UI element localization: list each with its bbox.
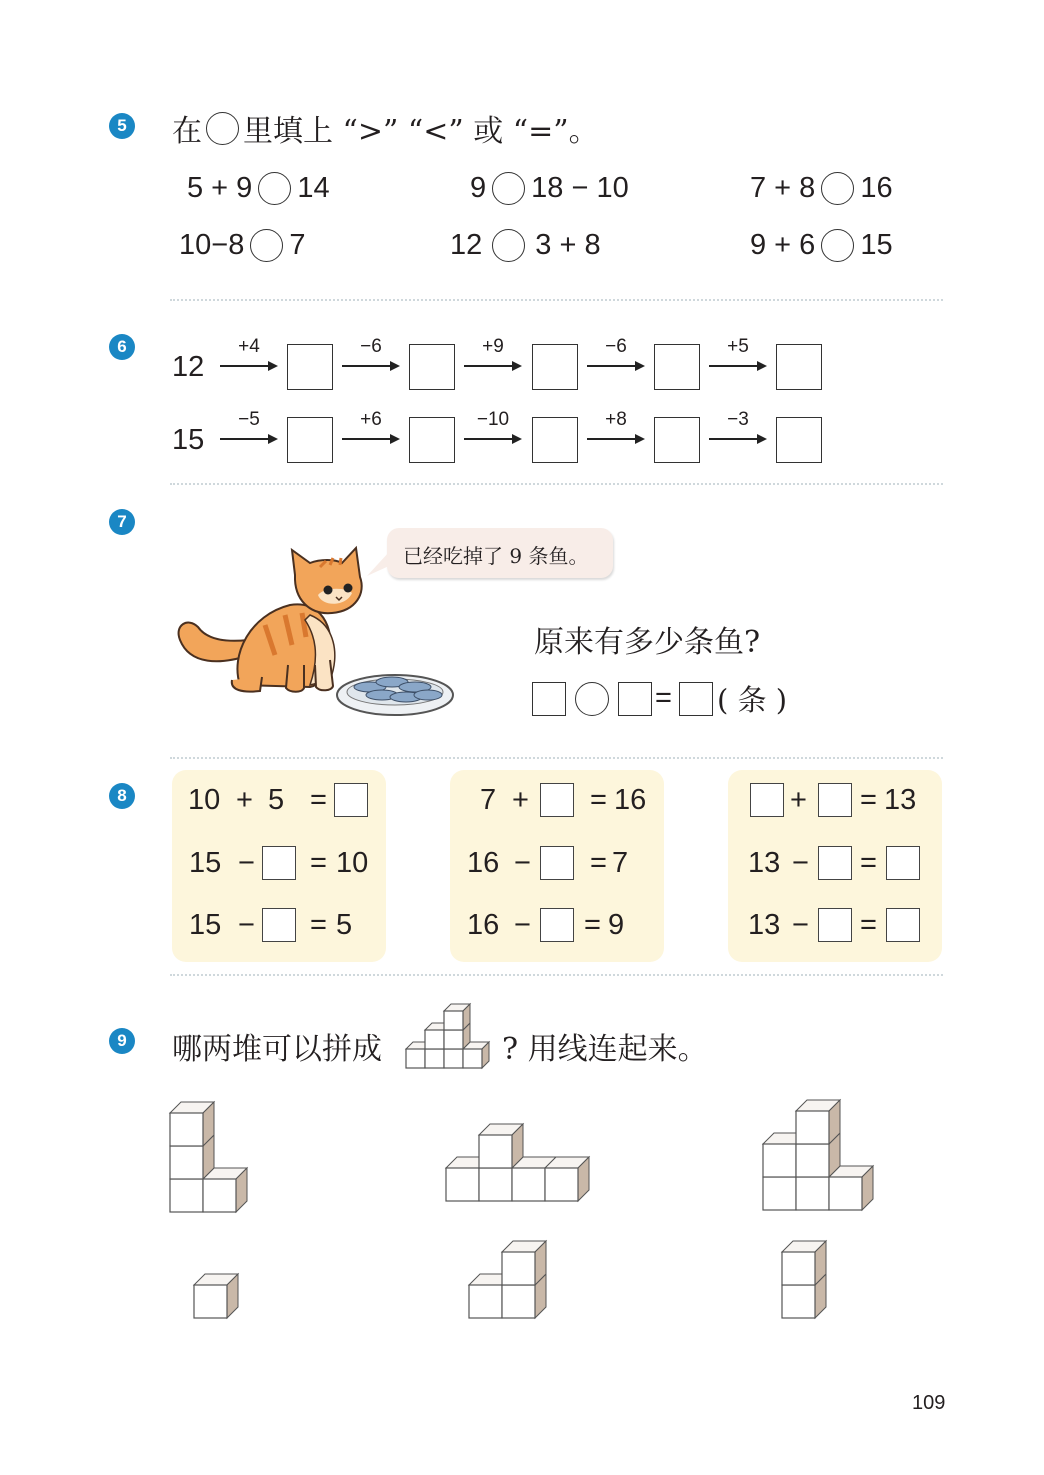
result: 9: [608, 909, 625, 941]
answer-box[interactable]: [540, 846, 574, 880]
equals-sign: =: [860, 784, 877, 816]
operand: 15: [189, 909, 222, 941]
q5-item: [750, 229, 893, 262]
compare-circle-icon: [206, 112, 239, 145]
cube: [170, 1179, 203, 1212]
equals-sign: =: [310, 847, 327, 879]
result: 5: [336, 909, 353, 941]
speech-text: 已经吃掉了 9 条鱼。: [403, 544, 589, 568]
cube: [796, 1177, 829, 1210]
operator: −: [238, 847, 255, 879]
arrow-op: [587, 336, 645, 372]
operator: −: [514, 909, 531, 941]
operator: +: [512, 784, 529, 816]
q5-right: 18 − 10: [531, 172, 629, 204]
arrow-op: [342, 409, 400, 445]
cube: [782, 1241, 826, 1285]
answer-box[interactable]: [532, 417, 578, 463]
arrow-op: [709, 336, 767, 372]
q7-equation: [532, 678, 787, 719]
q5-right: 14: [297, 172, 330, 204]
equals-sign: =: [584, 909, 601, 941]
answer-box[interactable]: [654, 344, 700, 390]
answer-box[interactable]: [776, 417, 822, 463]
answer-box[interactable]: [818, 908, 852, 942]
arrow-op-label: −10: [476, 409, 510, 430]
result: 16: [614, 784, 647, 816]
q5-left: 10−8: [179, 229, 245, 261]
operator: −: [792, 909, 809, 941]
result: 13: [884, 784, 917, 816]
answer-box[interactable]: [776, 344, 822, 390]
question-number-6: 6: [109, 334, 135, 360]
q5-left: 9: [470, 172, 487, 204]
answer-circle[interactable]: [258, 172, 291, 205]
arrow-op-label: +8: [605, 409, 627, 430]
q5-left: 12: [450, 229, 483, 261]
target-cube-stack-icon: [404, 998, 498, 1070]
cube: [463, 1042, 489, 1068]
q5-right: 7: [289, 229, 306, 261]
q5-instruction-post: 里填上 “>” “<” 或 “=”。: [243, 114, 599, 149]
q5-left: 9 + 6: [750, 229, 816, 261]
cube: [203, 1168, 247, 1212]
cube-stack-b[interactable]: [440, 1115, 600, 1205]
answer-circle[interactable]: [492, 172, 525, 205]
equals-sign: =: [860, 909, 877, 941]
q5-item: [179, 229, 305, 262]
q5-item: [450, 229, 601, 262]
answer-circle[interactable]: [821, 172, 854, 205]
question-number-5: 5: [109, 113, 135, 139]
operand: 15: [189, 847, 222, 879]
chain-start-number: 15: [172, 424, 205, 456]
arrow-op: [709, 409, 767, 445]
q7-question: 原来有多少条鱼?: [534, 625, 761, 660]
arrow-op-label: −3: [727, 409, 749, 430]
question-number-9: 9: [109, 1028, 135, 1054]
q5-right: 3 + 8: [535, 229, 601, 261]
cube: [796, 1100, 840, 1144]
cube-stack-a[interactable]: [165, 1095, 255, 1215]
cube-stack-d[interactable]: [188, 1265, 248, 1320]
answer-box[interactable]: [818, 783, 852, 817]
cube-stack-c[interactable]: [758, 1092, 883, 1214]
operand: 5: [268, 784, 285, 816]
exercise-panel: [450, 770, 664, 962]
cat-eating-fish-illustration: [170, 545, 460, 720]
cube-stack-e[interactable]: [463, 1232, 558, 1320]
q5-item: [750, 172, 893, 205]
answer-circle[interactable]: [250, 229, 283, 262]
answer-circle[interactable]: [821, 229, 854, 262]
arrow-op-label: +6: [360, 409, 382, 430]
arrow-op-label: −6: [605, 336, 627, 357]
operator: +: [790, 784, 807, 816]
q5-right: 15: [860, 229, 893, 261]
page-number: 109: [912, 1392, 946, 1414]
cube: [444, 1049, 463, 1068]
q5-item: [187, 172, 330, 205]
operand: 13: [748, 847, 781, 879]
question-number-8: 8: [109, 783, 135, 809]
q5-instruction-pre: 在: [172, 114, 202, 149]
answer-circle[interactable]: [575, 682, 609, 716]
answer-box[interactable]: [540, 783, 574, 817]
arrow-op: [220, 336, 278, 372]
answer-box[interactable]: [679, 682, 713, 716]
arrow-op: [587, 409, 645, 445]
cube-stack-f[interactable]: [776, 1232, 836, 1320]
answer-box[interactable]: [532, 682, 566, 716]
section-divider: [170, 483, 943, 485]
operator: −: [238, 909, 255, 941]
answer-box[interactable]: [532, 344, 578, 390]
operand: 13: [748, 909, 781, 941]
answer-box[interactable]: [750, 783, 784, 817]
operand: 7: [480, 784, 497, 816]
cube: [479, 1168, 512, 1201]
q5-left: 7 + 8: [750, 172, 816, 204]
exercise-panel: [728, 770, 942, 962]
arrow-op: [464, 409, 522, 445]
answer-box[interactable]: [262, 846, 296, 880]
cube: [194, 1274, 238, 1318]
answer-box[interactable]: [409, 344, 455, 390]
arrow-op: [342, 336, 400, 372]
result: 7: [612, 847, 629, 879]
q9-instruction-pre: 哪两堆可以拼成: [172, 1032, 382, 1067]
q5-right: 16: [860, 172, 893, 204]
equals-sign: =: [590, 847, 607, 879]
q5-item: [470, 172, 629, 205]
section-divider: [170, 299, 943, 301]
cube: [545, 1157, 589, 1201]
cube: [425, 1049, 444, 1068]
operator: −: [792, 847, 809, 879]
exercise-panel: [172, 770, 386, 962]
question-number-7: 7: [109, 509, 135, 535]
answer-box[interactable]: [886, 908, 920, 942]
result: 10: [336, 847, 369, 879]
answer-box[interactable]: [540, 908, 574, 942]
answer-box[interactable]: [818, 846, 852, 880]
answer-box[interactable]: [409, 417, 455, 463]
equals-sign: =: [310, 909, 327, 941]
answer-box[interactable]: [262, 908, 296, 942]
section-divider: [170, 757, 943, 759]
arrow-op-label: −6: [360, 336, 382, 357]
equals-sign: =: [310, 784, 327, 816]
operand: 10: [188, 784, 221, 816]
q5-instruction: [172, 106, 599, 150]
equals-sign: =: [590, 784, 607, 816]
q5-left: 5 + 9: [187, 172, 253, 204]
q9-instruction-post: ? 用线连起来。: [502, 1032, 708, 1067]
cube: [829, 1166, 873, 1210]
answer-box[interactable]: [334, 783, 368, 817]
answer-box[interactable]: [886, 846, 920, 880]
arrow-op-label: +5: [727, 336, 749, 357]
answer-box[interactable]: [287, 344, 333, 390]
arrow-op-label: −5: [238, 409, 260, 430]
equals-sign: =: [655, 682, 672, 714]
answer-box[interactable]: [287, 417, 333, 463]
arrow-op-label: +4: [238, 336, 260, 357]
operator: +: [236, 784, 253, 816]
chain-start-number: 12: [172, 351, 205, 383]
operand: 16: [467, 909, 500, 941]
cube: [444, 1004, 470, 1030]
arrow-op-label: +9: [482, 336, 504, 357]
cube: [479, 1124, 523, 1168]
section-divider: [170, 974, 943, 976]
answer-box[interactable]: [654, 417, 700, 463]
operator: −: [514, 847, 531, 879]
cube: [502, 1241, 546, 1285]
unit-label: ( 条 ): [716, 683, 788, 717]
operand: 16: [467, 847, 500, 879]
answer-box[interactable]: [618, 682, 652, 716]
arrow-op: [220, 409, 278, 445]
arrow-op: [464, 336, 522, 372]
equals-sign: =: [860, 847, 877, 879]
cube: [763, 1177, 796, 1210]
answer-circle[interactable]: [492, 229, 525, 262]
cube: [170, 1102, 214, 1146]
